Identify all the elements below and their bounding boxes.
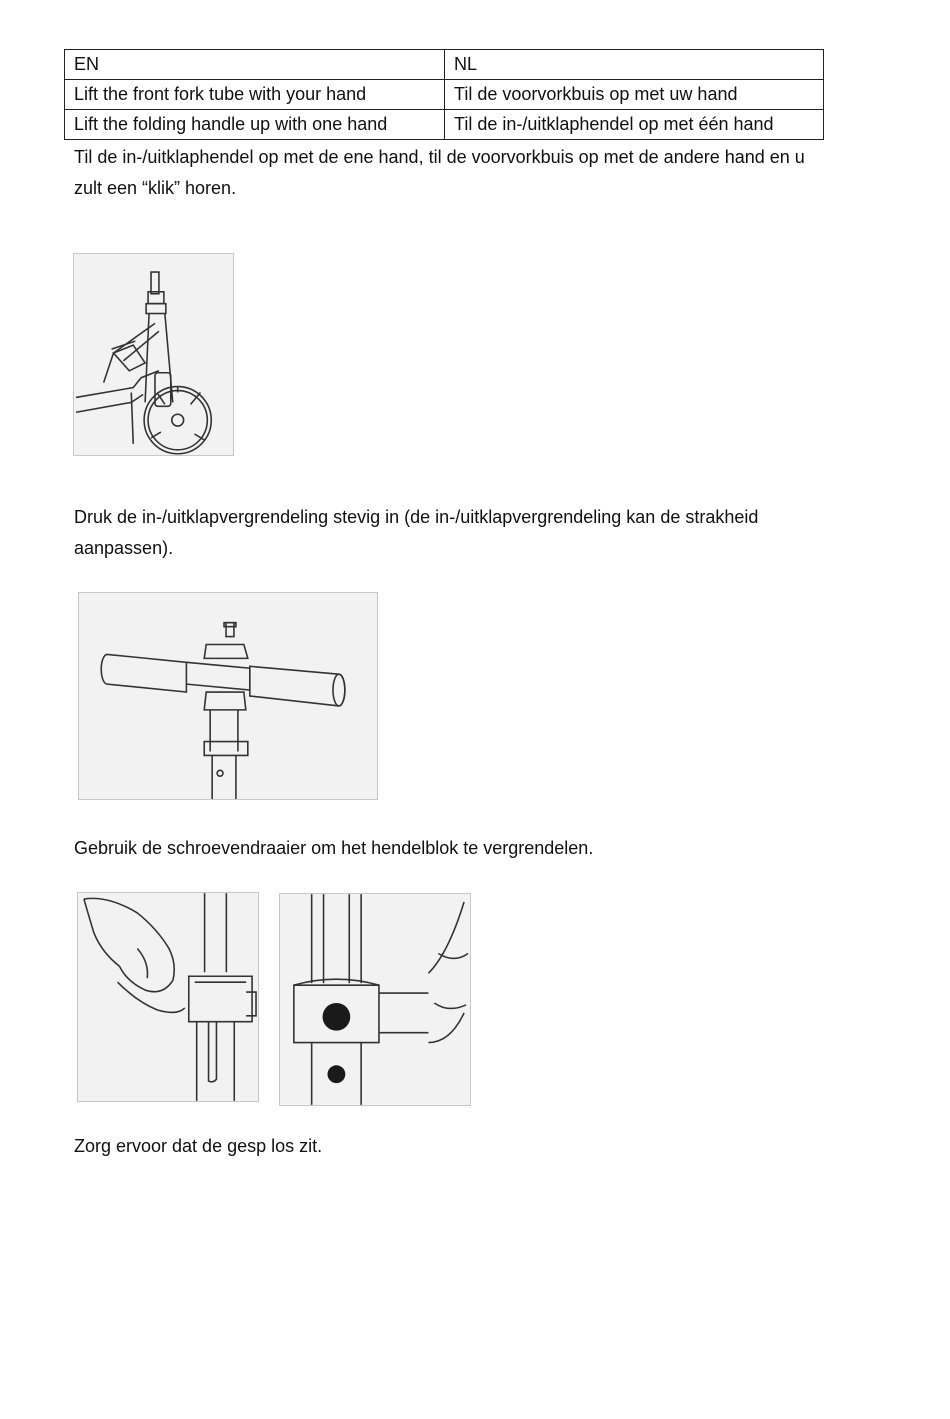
handlebar-assembly-illustration — [78, 592, 378, 800]
bolt-hole — [328, 1065, 346, 1083]
table-cell: Lift the folding handle up with one hand — [65, 110, 445, 140]
hand-tightening-clamp-illustration — [77, 892, 259, 1102]
header-cell-en: EN — [65, 50, 445, 80]
header-cell-nl: NL — [445, 50, 824, 80]
handlebar-drawing — [79, 593, 377, 799]
instruction-paragraph-3: Gebruik de schroevendraaier om het hendelblok te vergrendelen. — [74, 838, 594, 858]
hand-clamp-drawing — [78, 893, 258, 1101]
table-cell: Til de in-/uitklaphendel op met één hand — [445, 110, 824, 140]
instruction-paragraph-2: Druk de in-/uitklapvergrendeling stevig in (de in-/uitklapvergrendeling kan de strakheid aanpassen). — [74, 507, 759, 558]
bolt-head — [323, 1003, 351, 1031]
table-header-row — [65, 50, 824, 80]
scooter-fork-fold-illustration — [73, 253, 234, 456]
scooter-fork-drawing — [74, 254, 233, 455]
table-row — [65, 80, 824, 110]
instruction-paragraph-1: Til de in-/uitklaphendel op met de ene hand, til de voorvorkbuis op met de andere hand en u zult een “klik” horen. — [74, 147, 805, 198]
table-cell: Lift the front fork tube with your hand — [65, 80, 445, 110]
translation-table — [64, 49, 824, 140]
clamp-bolt-closeup-illustration — [279, 893, 471, 1106]
instruction-paragraph-4: Zorg ervoor dat de gesp los zit. — [74, 1136, 323, 1156]
table-row — [65, 110, 824, 140]
table-cell: Til de voorvorkbuis op met uw hand — [445, 80, 824, 110]
clamp-bolt-drawing — [280, 894, 470, 1105]
